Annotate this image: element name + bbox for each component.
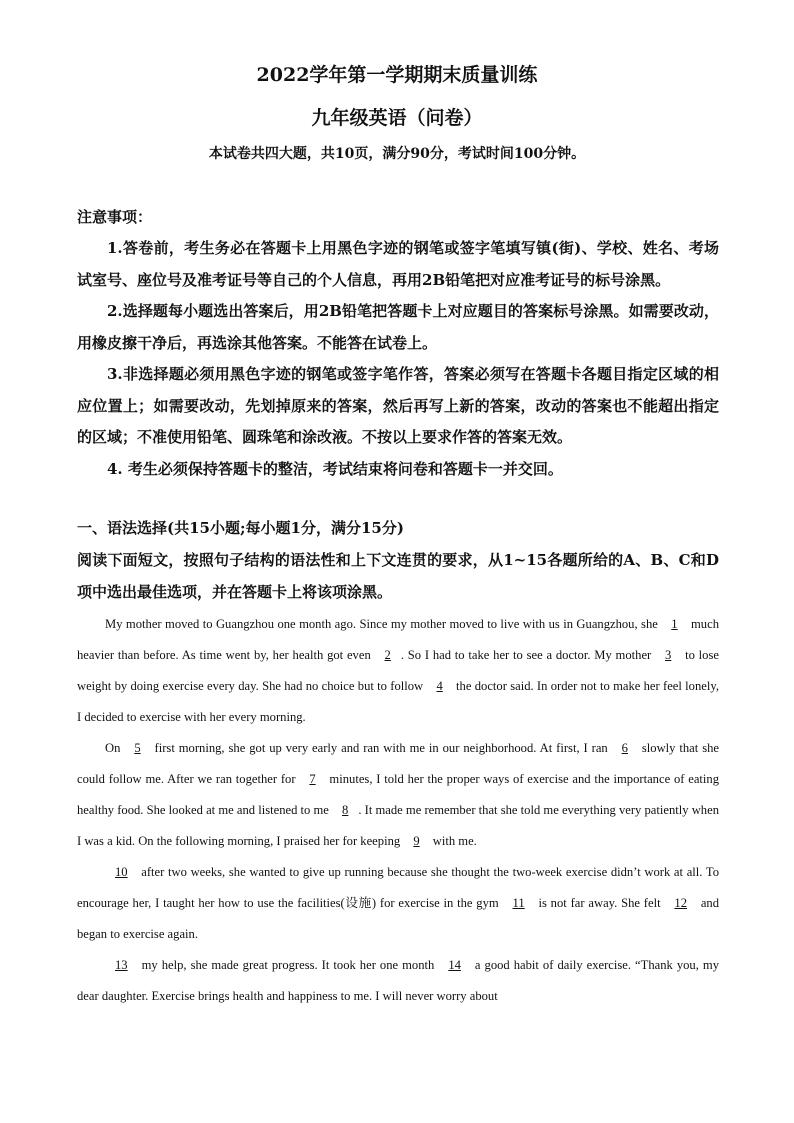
passage-text: slowly that she could follow me. After we ran together for <box>77 741 719 786</box>
answer-blank-12: 12 <box>674 896 687 910</box>
answer-blank-3: 3 <box>665 648 672 662</box>
exam-title: 2022学年第一学期期末质量训练 <box>256 64 538 86</box>
answer-blank-8: 8 <box>342 803 349 817</box>
answer-blank-11: 11 <box>512 896 525 910</box>
answer-blank-9: 9 <box>413 834 420 848</box>
section-instruction: 阅读下面短文，按照句子结构的语法性和上下文连贯的要求，从1~15各题所给的A、B、C和D项中选出最佳选项，并在答题卡上将该项涂黑。 <box>77 551 719 601</box>
passage-text: minutes, I told her the proper ways of exercise and the importance of eating healthy food. She looked at me and listened to me <box>77 772 720 817</box>
passage-text: and began to exercise again. <box>77 896 719 941</box>
passage-text: On <box>105 741 125 755</box>
exam-subtitle: 九年级英语（问卷） <box>311 107 483 129</box>
note-item: 1.答卷前，考生务必在答题卡上用黑色字迹的钢笔或签字笔填写镇(街)、学校、姓名、考场试室号、座位号及准考证号等自己的个人信息，再用2B铅笔把对应准考证号的标号涂黑。 <box>77 239 719 289</box>
note-item: 4. 考生必须保持答题卡的整洁，考试结束将问卷和答题卡一并交回。 <box>107 459 563 478</box>
note-item: 3.非选择题必须用黑色字迹的钢笔或签字笔作答，答案必须写在答题卡各题目指定区域的相应位置上；如需要改动，先划掉原来的答案，然后再写上新的答案，改动的答案也不能超出指定的区域；不准使用铅笔、圆珠笔和涂改液。不按以上要求作答的答案无效。 <box>77 365 719 446</box>
answer-blank-4: 4 <box>436 679 443 693</box>
passage-text: after two weeks, she wanted to give up running because she thought the two-week exercise didn’t work at all. To encourage her, I taught her how to use the facilities(设施) for exercise in the gym <box>77 865 719 910</box>
passage-paragraph-2 <box>77 733 719 857</box>
answer-blank-5: 5 <box>134 741 141 755</box>
passage-text: a good habit of daily exercise. “Thank you, my dear daughter. Exercise brings health and happiness to me. I will never worry about <box>77 958 719 1003</box>
passage-text: my help, she made great progress. It took her one month <box>137 958 439 972</box>
passage-text: to lose weight by doing exercise every day. She had no choice but to follow <box>77 648 719 693</box>
passage-text: . So I had to take her to see a doctor. My mother <box>400 648 656 662</box>
passage-paragraph-4 <box>77 950 719 1012</box>
passage-text: is not far away. She felt <box>534 896 665 910</box>
passage-text: My mother moved to Guangzhou one month ago. Since my mother moved to live with us in Guangzhou, she <box>105 617 662 631</box>
section-heading: 一、语法选择(共15小题;每小题1分，满分15分) <box>77 519 404 537</box>
answer-blank-1: 1 <box>671 617 678 631</box>
passage-text: much heavier than before. As time went by, her health got even <box>77 617 719 662</box>
note-item: 2.选择题每小题选出答案后，用2B铅笔把答题卡上对应题目的答案标号涂黑。如需要改动，用橡皮擦干净后，再选涂其他答案。不能答在试卷上。 <box>77 302 719 352</box>
answer-blank-14: 14 <box>448 958 461 972</box>
reading-passage <box>77 609 719 1012</box>
answer-blank-6: 6 <box>621 741 628 755</box>
passage-paragraph-1 <box>77 609 719 733</box>
notes-heading: 注意事项： <box>77 208 153 226</box>
answer-blank-13: 13 <box>115 958 128 972</box>
exam-info: 本试卷共四大题，共10页，满分90分，考试时间100分钟。 <box>208 146 586 162</box>
answer-blank-2: 2 <box>384 648 391 662</box>
passage-text: . It made me remember that she told me everything very patiently when I was a kid. On the following morning, I praised her for keeping <box>77 803 719 848</box>
passage-text: with me. <box>429 834 477 848</box>
passage-text: first morning, she got up very early and ran with me in our neighborhood. At first, I ran <box>150 741 612 755</box>
passage-text: the doctor said. In order not to make her feel lonely, I decided to exercise with her every morning. <box>77 679 719 724</box>
answer-blank-7: 7 <box>309 772 316 786</box>
passage-paragraph-3 <box>77 857 719 950</box>
answer-blank-10: 10 <box>115 865 128 879</box>
notes-list <box>77 233 719 485</box>
